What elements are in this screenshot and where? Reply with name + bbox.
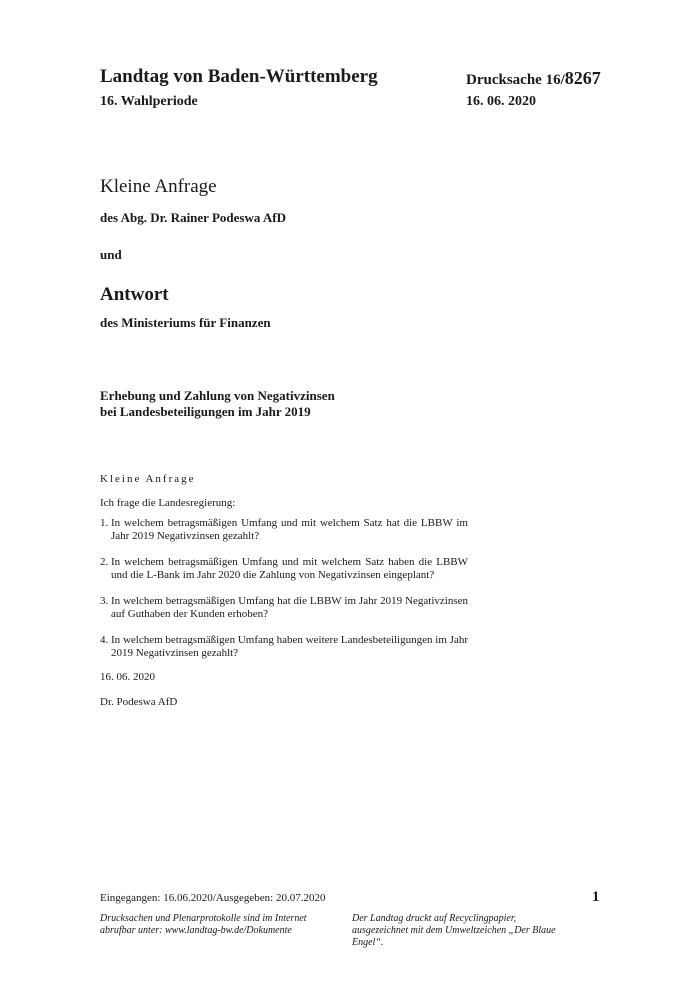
inquiry-author: des Abg. Dr. Rainer Podeswa AfD bbox=[100, 210, 286, 225]
drucksache-label: Drucksache 16 bbox=[466, 72, 561, 88]
question-number: 2. bbox=[100, 556, 109, 568]
legislative-period: 16. Wahlperiode bbox=[100, 94, 198, 109]
signature-name: Dr. Podeswa AfD bbox=[100, 696, 178, 708]
received-issued-dates: Eingegangen: 16.06.2020/Ausgegeben: 20.07.2020 bbox=[100, 892, 326, 904]
list-item bbox=[100, 517, 468, 543]
footer-note-internet: Drucksachen und Plenarprotokolle sind im Internet abrufbar unter: www.landtag-bw.de/Dokumente bbox=[100, 913, 307, 936]
subject-line-1: Erhebung und Zahlung von Negativzinsen bbox=[100, 388, 335, 403]
list-item bbox=[100, 634, 468, 660]
subject-line-2: bei Landesbeteiligungen im Jahr 2019 bbox=[100, 404, 311, 419]
section-label: Kleine Anfrage bbox=[100, 473, 196, 485]
question-number: 3. bbox=[100, 595, 109, 607]
question-number: 1. bbox=[100, 517, 109, 529]
question-text: In welchem betragsmäßigen Umfang haben weitere Landesbeteiligungen im Jahr 2019 Negativzinsen gezahlt? bbox=[111, 634, 468, 659]
footer-note-recycling: Der Landtag druckt auf Recyclingpapier, ausgezeichnet mit dem Umweltzeichen „Der Blaue Engel“. bbox=[352, 913, 556, 948]
and-connector: und bbox=[100, 247, 122, 262]
signature-date: 16. 06. 2020 bbox=[100, 671, 155, 683]
inquiry-title: Kleine Anfrage bbox=[100, 176, 217, 197]
question-text: In welchem betragsmäßigen Umfang hat die LBBW im Jahr 2019 Negativzinsen auf Guthaben der Kunden erhoben? bbox=[111, 595, 468, 620]
answer-ministry: des Ministeriums für Finanzen bbox=[100, 315, 271, 330]
question-text: In welchem betragsmäßigen Umfang und mit welchem Satz hat die LBBW im Jahr 2019 Negativzinsen gezahlt? bbox=[111, 517, 468, 542]
answer-title: Antwort bbox=[100, 284, 169, 305]
drucksache-reference bbox=[466, 68, 601, 89]
question-list bbox=[100, 517, 468, 673]
drucksache-separator: / bbox=[560, 72, 565, 88]
list-item bbox=[100, 595, 468, 621]
list-item bbox=[100, 556, 468, 582]
question-number: 4. bbox=[100, 634, 109, 646]
question-text: In welchem betragsmäßigen Umfang und mit welchem Satz haben die LBBW und die L-Bank im Jahr 2020 die Zahlung von Negativzinsen eingeplant? bbox=[111, 556, 468, 581]
document-date: 16. 06. 2020 bbox=[466, 94, 536, 109]
intro-text: Ich frage die Landesregierung: bbox=[100, 497, 236, 509]
drucksache-number: 8267 bbox=[564, 68, 601, 88]
page-number: 1 bbox=[592, 889, 600, 905]
parliament-name: Landtag von Baden-Württemberg bbox=[100, 66, 378, 87]
